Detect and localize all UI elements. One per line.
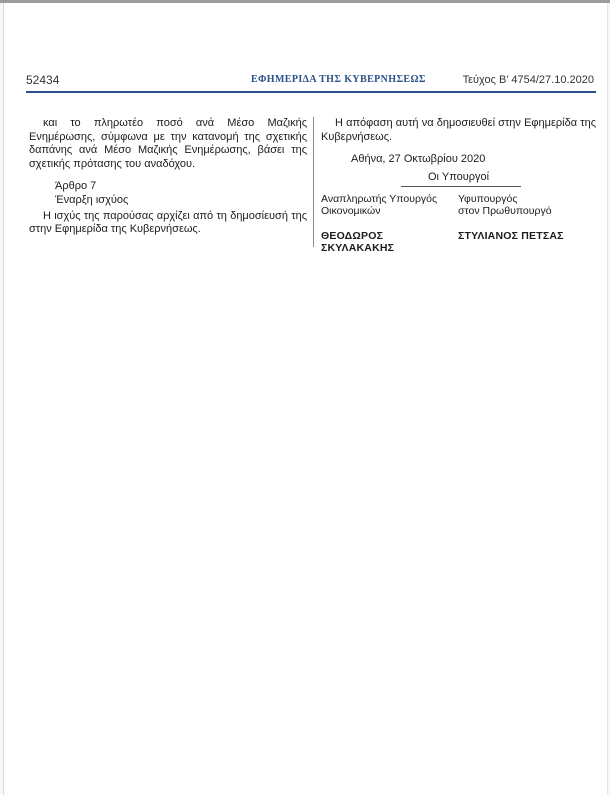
signatory-2 — [458, 193, 593, 243]
column-separator — [313, 117, 314, 247]
page-header — [26, 73, 596, 89]
place-date: Αθήνα, 27 Οκτωβρίου 2020 — [351, 153, 486, 166]
gazette-title: ΕΦΗΜΕΡΙΔΑ ΤΗΣ ΚΥΒΕΡΝΗΣΕΩΣ — [251, 74, 426, 85]
signatory-2-name: ΣΤΥΛΙΑΝΟΣ ΠΕΤΣΑΣ — [458, 229, 564, 242]
signatory-1-role-line1: Αναπληρωτής Υπουργός — [321, 192, 438, 205]
ministers-heading-block — [321, 171, 596, 189]
right-column — [321, 117, 596, 253]
ministers-underline — [401, 186, 521, 187]
left-paragraph-2: Η ισχύς της παρούσας αρχίζει από τη δημοσίευσή της στην Εφημερίδα της Κυβερνήσεως. — [29, 209, 307, 236]
signatory-2-role-line1: Υφυπουργός — [458, 192, 518, 205]
signatory-1-role-line2: Οικονομικών — [321, 205, 381, 218]
header-rule — [26, 91, 596, 93]
right-paragraph-1: Η απόφαση αυτή να δημοσιευθεί στην Εφημερίδα της Κυβερνήσεως. — [321, 117, 596, 143]
signatory-2-role-line2: στον Πρωθυπουργό — [458, 205, 552, 218]
left-paragraph-1: και το πληρωτέο ποσό ανά Μέσο Μαζικής Ενημέρωσης, σύμφωνα με την κατανομή της σχετικής δαπάνης ανά Μέσο Μαζικής Ενημέρωσης, βάσει της σχετικής πρότασης του αναδόχου. — [29, 117, 307, 170]
signatory-1 — [321, 193, 456, 255]
signatures — [321, 193, 596, 253]
article-title: Έναρξη ισχύος — [55, 193, 129, 206]
article-number: Άρθρο 7 — [55, 180, 97, 193]
page-number: 52434 — [26, 73, 60, 87]
issue-number: Τεύχος Β’ 4754/27.10.2020 — [462, 74, 594, 86]
left-column — [29, 117, 307, 237]
signatory-1-name: ΘΕΟΔΩΡΟΣ ΣΚΥΛΑΚΑΚΗΣ — [321, 229, 395, 255]
ministers-heading: Οι Υπουργοί — [428, 170, 490, 183]
